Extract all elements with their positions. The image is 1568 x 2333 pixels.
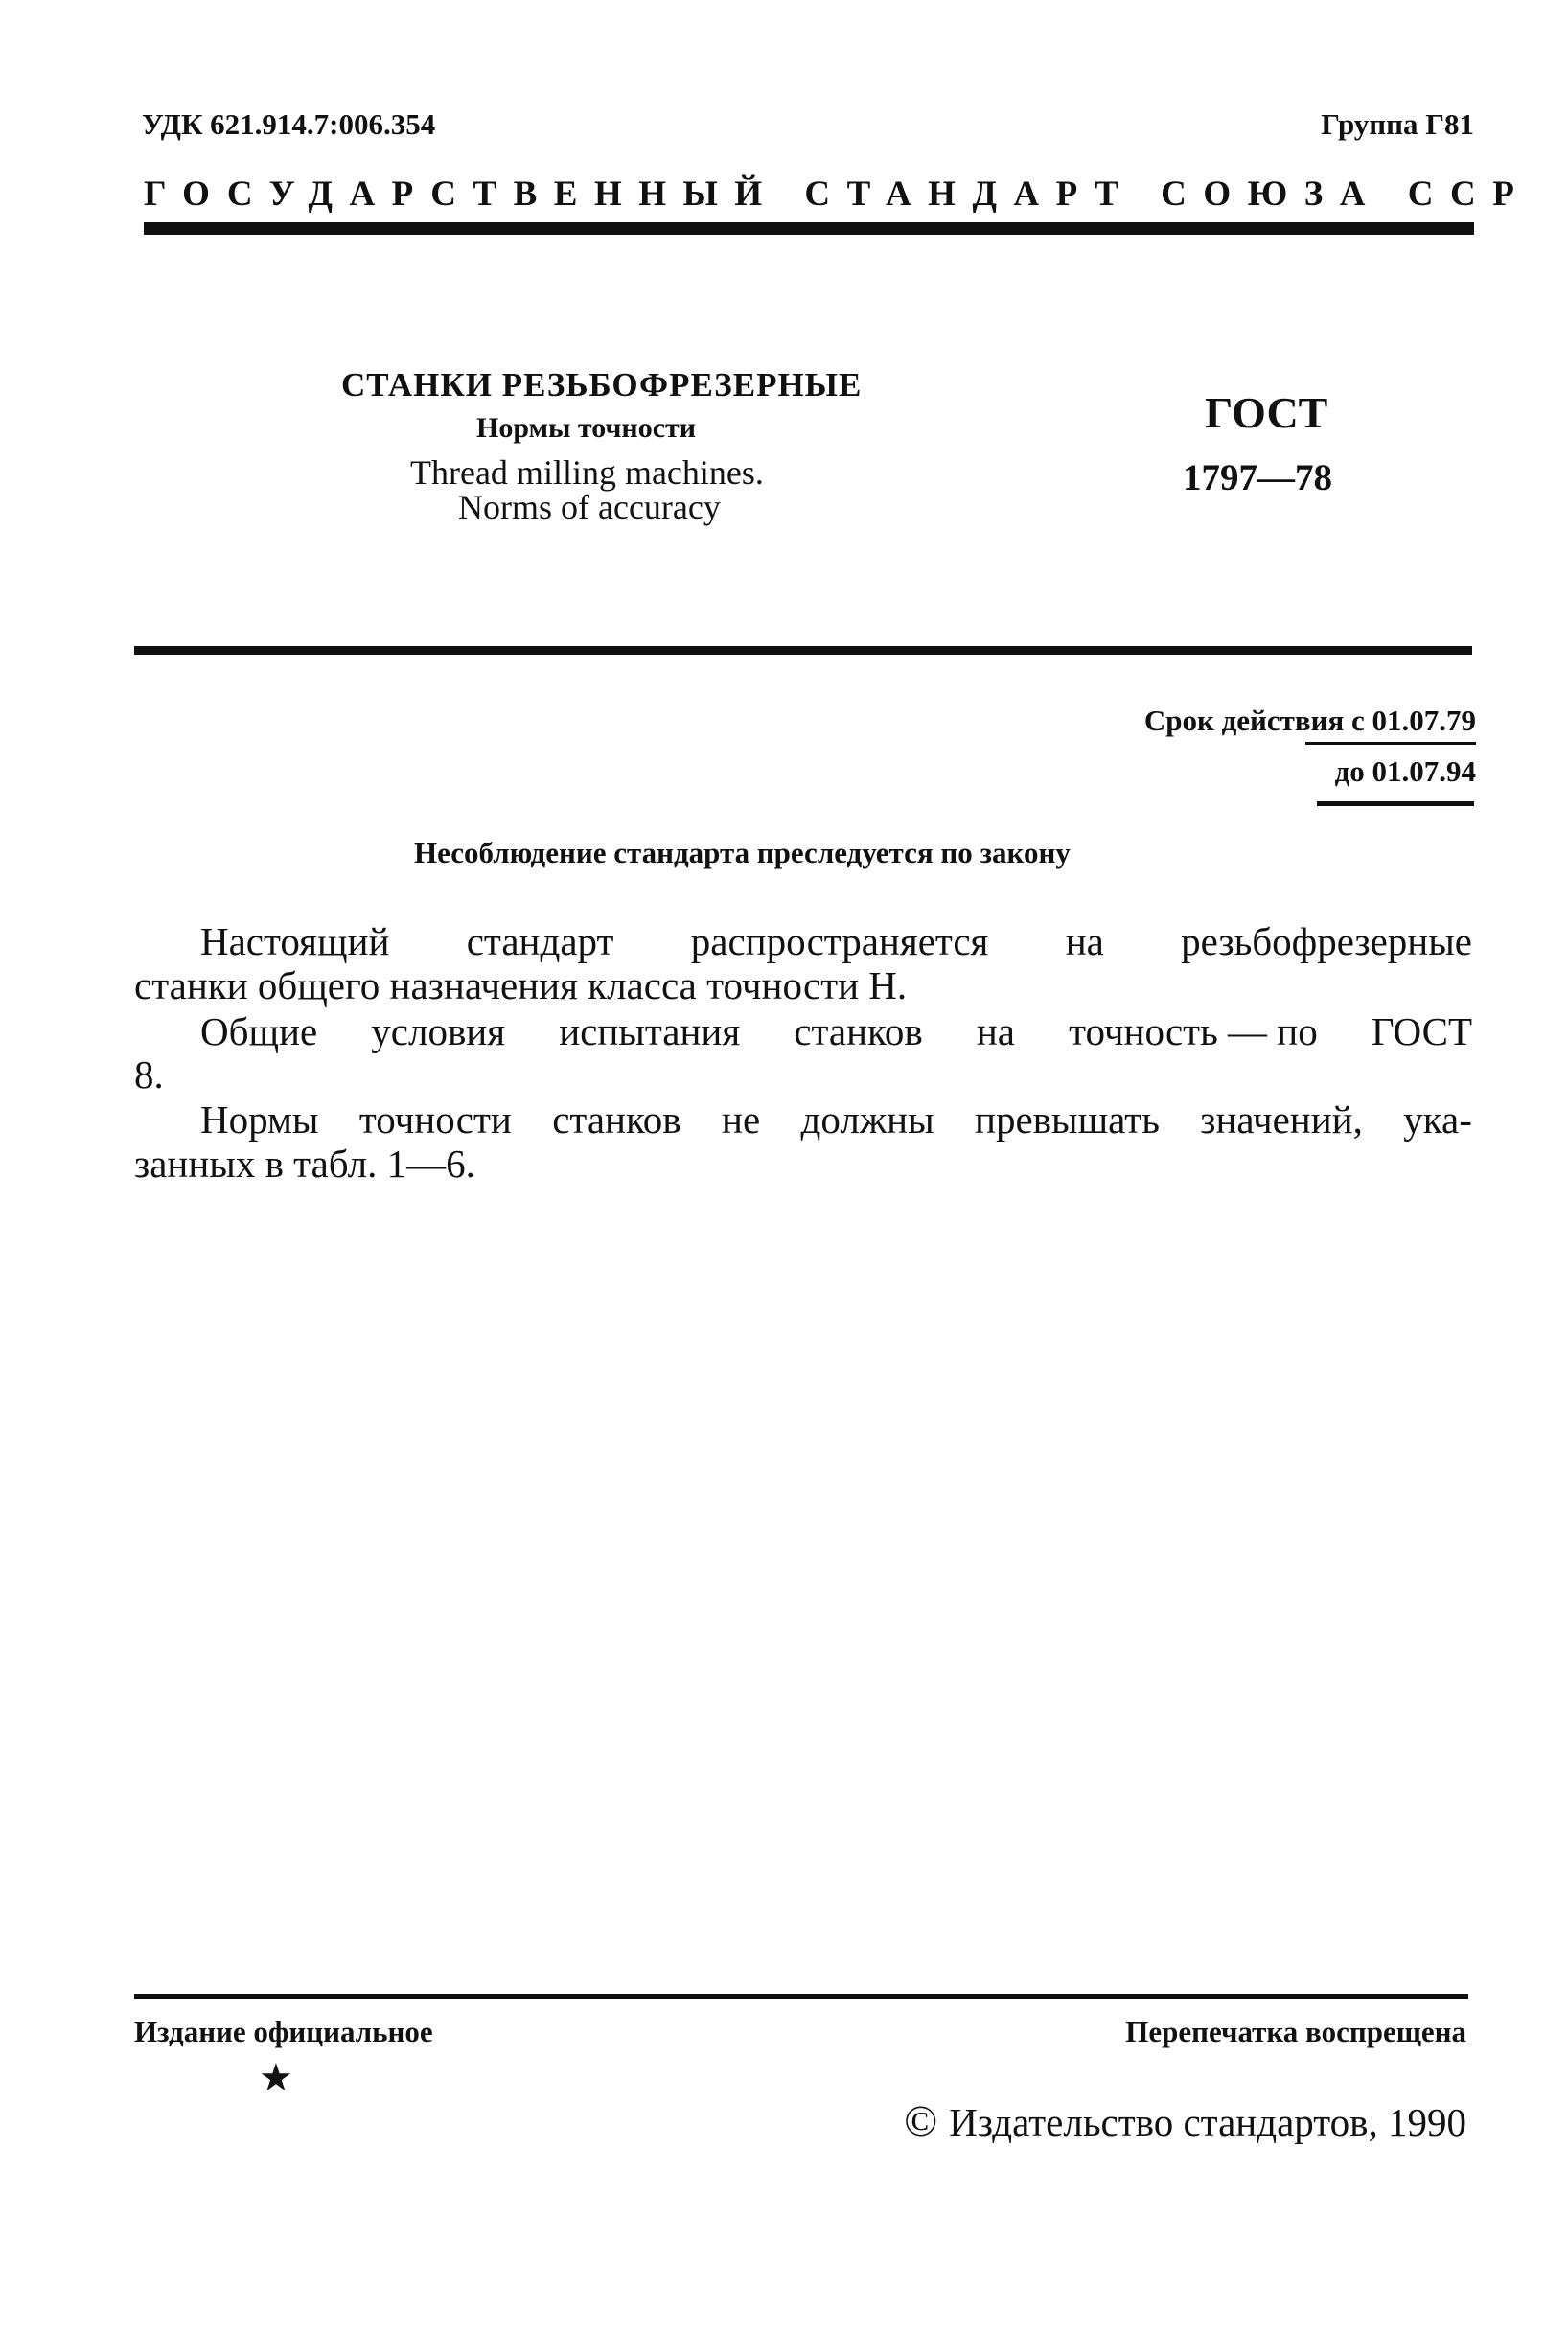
word: испытания [559,1009,741,1053]
document-subtitle-ru: Нормы точности [476,412,697,444]
word: превышать [975,1097,1160,1142]
body-paragraph-2-line-1 [200,1008,1472,1054]
copyright-icon: © [904,2096,938,2145]
word: Настоящий [200,919,390,963]
header-rule-thick [144,222,1474,235]
word: точности [358,1097,512,1142]
word: не [722,1097,761,1142]
law-notice: Несоблюдение стандарта преследуется по закону [414,836,1071,869]
body-paragraph-1-line-2: станки общего назначения класса точности Н. [134,963,908,1007]
word: значений, [1200,1097,1363,1142]
state-standard-heading: ГОСУДАРСТВЕННЫЙ СТАНДАРТ СОЮЗА ССР [144,174,1532,214]
validity-to: до 01.07.94 [1334,754,1476,788]
word: Нормы [200,1097,319,1142]
word: ука- [1403,1097,1472,1142]
validity-from: Срок действия с 01.07.79 [1143,704,1476,737]
gost-label: ГОСТ [1205,388,1328,437]
udk-code: УДК 621.914.7:006.354 [142,107,436,141]
validity-overline [1305,742,1476,745]
validity-underline [1317,801,1474,806]
body-paragraph-3-line-2: занных в табл. 1—6. [134,1142,475,1186]
title-rule [134,646,1472,655]
word: точность — по [1069,1009,1318,1053]
document-title-en-line2: Norms of accuracy [458,488,721,526]
star-icon: ★ [259,2056,293,2099]
word: условия [371,1009,506,1053]
word: станков [794,1009,923,1053]
reprint-notice: Перепечатка воспрещена [1125,2015,1466,2048]
word: стандарт [466,919,614,963]
body-paragraph-1-line-1 [200,918,1472,964]
document-title-ru: СТАНКИ РЕЗЬБОФРЕЗЕРНЫЕ [341,366,863,404]
copyright-line [904,2095,1466,2146]
group-code: Группа Г81 [1321,107,1474,141]
footer-rule [134,1994,1468,1999]
word: на [976,1009,1015,1053]
word: ГОСТ [1371,1009,1472,1053]
body-paragraph-3-line-1 [200,1097,1472,1143]
word: на [1065,919,1104,963]
edition-label: Издание официальное [134,2015,433,2048]
copyright-text: Издательство стандартов, 1990 [949,2100,1466,2144]
document-title-en-line1: Thread milling machines. [410,453,764,492]
word: резьбофрезерные [1181,919,1472,963]
word: распространяется [690,919,989,963]
gost-number: 1797—78 [1183,457,1332,498]
body-paragraph-2-line-2: 8. [134,1052,164,1097]
word: Общие [200,1009,318,1053]
word: станков [552,1097,681,1142]
word: должны [800,1097,934,1142]
